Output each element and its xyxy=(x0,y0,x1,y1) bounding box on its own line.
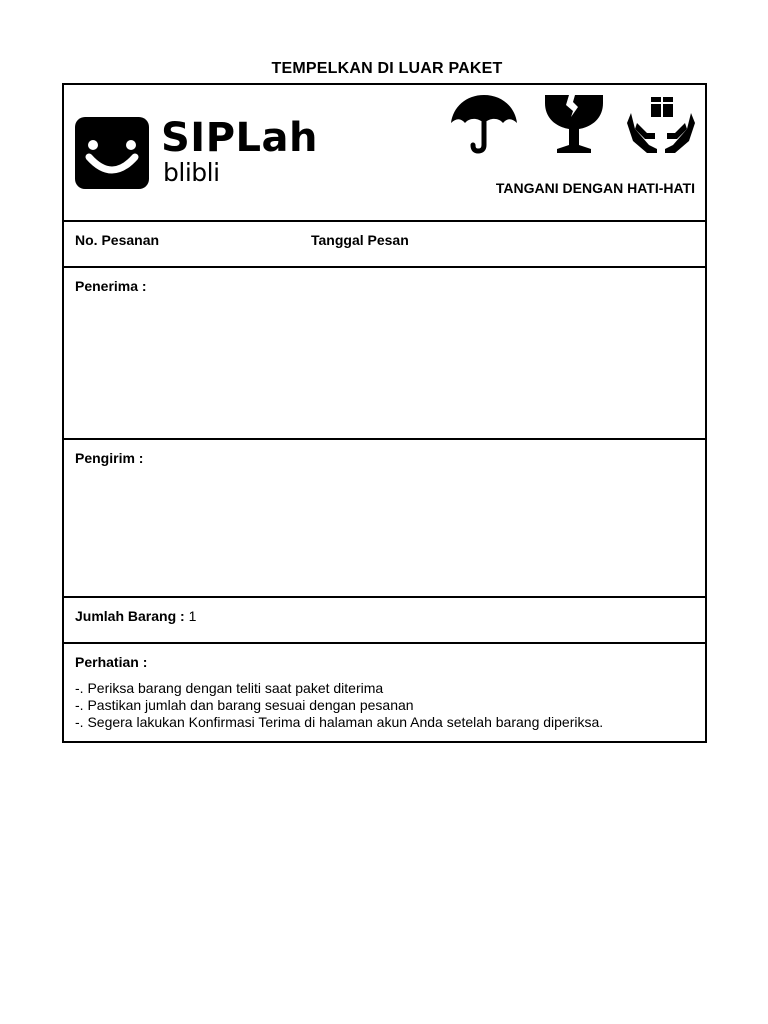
quantity-row xyxy=(64,598,705,644)
handle-with-care-text: TANGANI DENGAN HATI-HATI xyxy=(495,180,695,196)
notice-line: -. Pastikan jumlah dan barang sesuai dengan pesanan xyxy=(75,697,414,713)
brand-subname: blibli xyxy=(163,158,220,187)
notice-line: -. Segera lakukan Konfirmasi Terima di halaman akun Anda setelah barang diperiksa. xyxy=(75,714,604,730)
label-header xyxy=(64,85,705,222)
notice-label: Perhatian : xyxy=(75,654,148,670)
quantity-label: Jumlah Barang : xyxy=(75,608,185,624)
shipping-label xyxy=(62,83,707,743)
smiley-logo-icon xyxy=(75,117,149,189)
fragile-glass-icon xyxy=(541,93,607,155)
receiver-section xyxy=(64,268,705,440)
notice-line: -. Periksa barang dengan teliti saat paket diterima xyxy=(75,680,384,696)
quantity-field xyxy=(75,608,196,624)
sender-label: Pengirim : xyxy=(75,450,144,466)
order-number-label: No. Pesanan xyxy=(75,232,160,248)
sender-section xyxy=(64,440,705,598)
order-date-label: Tanggal Pesan xyxy=(311,232,409,248)
receiver-label: Penerima : xyxy=(75,278,147,294)
page-title: TEMPELKAN DI LUAR PAKET xyxy=(271,60,503,77)
notice-list xyxy=(75,680,603,731)
handle-with-care-icon xyxy=(627,93,695,155)
brand-name: SIPLah xyxy=(161,115,318,161)
order-row xyxy=(64,222,705,268)
notice-section xyxy=(64,644,705,741)
quantity-value: 1 xyxy=(188,608,197,624)
umbrella-icon xyxy=(450,93,518,155)
